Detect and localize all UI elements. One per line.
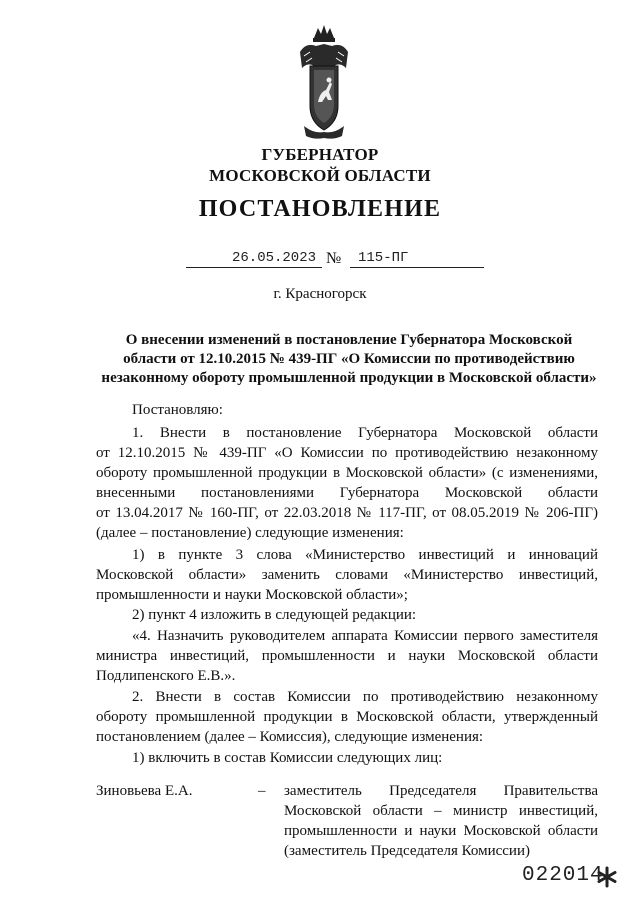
body-line: обороту промышленной продукции в Московской области, утвержденный <box>96 709 598 725</box>
document-number: 115-ПГ <box>350 250 484 268</box>
body-line: Постановляю: <box>132 402 223 418</box>
body-line: Московской области» заменить словами «Министерство инвестиций, <box>96 567 598 583</box>
body-line: постановлением (далее – Комиссия), следующие изменения: <box>96 729 484 745</box>
body-line: от 12.10.2015 № 439-ПГ «О Комиссии по противодействию незаконному <box>96 445 598 461</box>
body-line: от 13.04.2017 № 160-ПГ, от 22.03.2018 № 117-ПГ, от 08.05.2019 № 206-ПГ) <box>96 505 598 521</box>
coat-of-arms-icon <box>296 22 352 140</box>
member-dash: – <box>258 783 266 799</box>
body-line: «4. Назначить руководителем аппарата Комиссии первого заместителя <box>132 628 598 644</box>
member-role-line: заместитель Председателя Правительства <box>284 783 598 799</box>
body-line: промышленности и науки Московской области»; <box>96 587 408 603</box>
body-line: 2) пункт 4 изложить в следующей редакции: <box>132 607 417 623</box>
asterisk-icon <box>596 866 618 888</box>
document-type-title: ПОСТАНОВЛЕНИЕ <box>198 196 442 222</box>
body-line: министра инвестиций, промышленности и науки Московской области <box>96 648 598 664</box>
body-line: Подлипенского Е.В.». <box>96 668 236 684</box>
body-line: обороту промышленной продукции в Московской области» (с изменениями, <box>96 465 598 481</box>
authority-title-line2: МОСКОВСКОЙ ОБЛАСТИ <box>209 166 431 185</box>
subject-line: О внесении изменений в постановление Губернатора Московской <box>125 332 573 348</box>
member-name: Зиновьева Е.А. <box>96 783 193 799</box>
body-line: 1. Внести в постановление Губернатора Московской области <box>132 425 598 441</box>
serial-number: 022014 <box>522 864 604 887</box>
member-role-line: промышленности и науки Московской области <box>284 823 598 839</box>
body-line: внесенными постановлениями Губернатора Московской области <box>96 485 598 501</box>
city-line: г. Красногорск <box>273 286 367 302</box>
number-sign: № <box>326 250 342 267</box>
subject-line: области от 12.10.2015 № 439-ПГ «О Комиссии по противодействию <box>123 351 575 367</box>
body-line: 1) в пункте 3 слова «Министерство инвестиций и инноваций <box>132 547 598 563</box>
member-role-line: Московской области – министр инвестиций, <box>284 803 598 819</box>
authority-title-line1: ГУБЕРНАТОР <box>261 145 379 164</box>
document-date: 26.05.2023 <box>186 250 322 268</box>
body-line: 1) включить в состав Комиссии следующих лиц: <box>132 750 443 766</box>
document-subject <box>96 331 602 388</box>
body-line: (далее – постановление) следующие изменения: <box>96 525 404 541</box>
member-role-line: (заместитель Председателя Комиссии) <box>284 843 530 859</box>
body-line: 2. Внести в состав Комиссии по противодействию незаконному <box>132 689 598 705</box>
subject-line: незаконному обороту промышленной продукции в Московской области» <box>101 370 597 386</box>
